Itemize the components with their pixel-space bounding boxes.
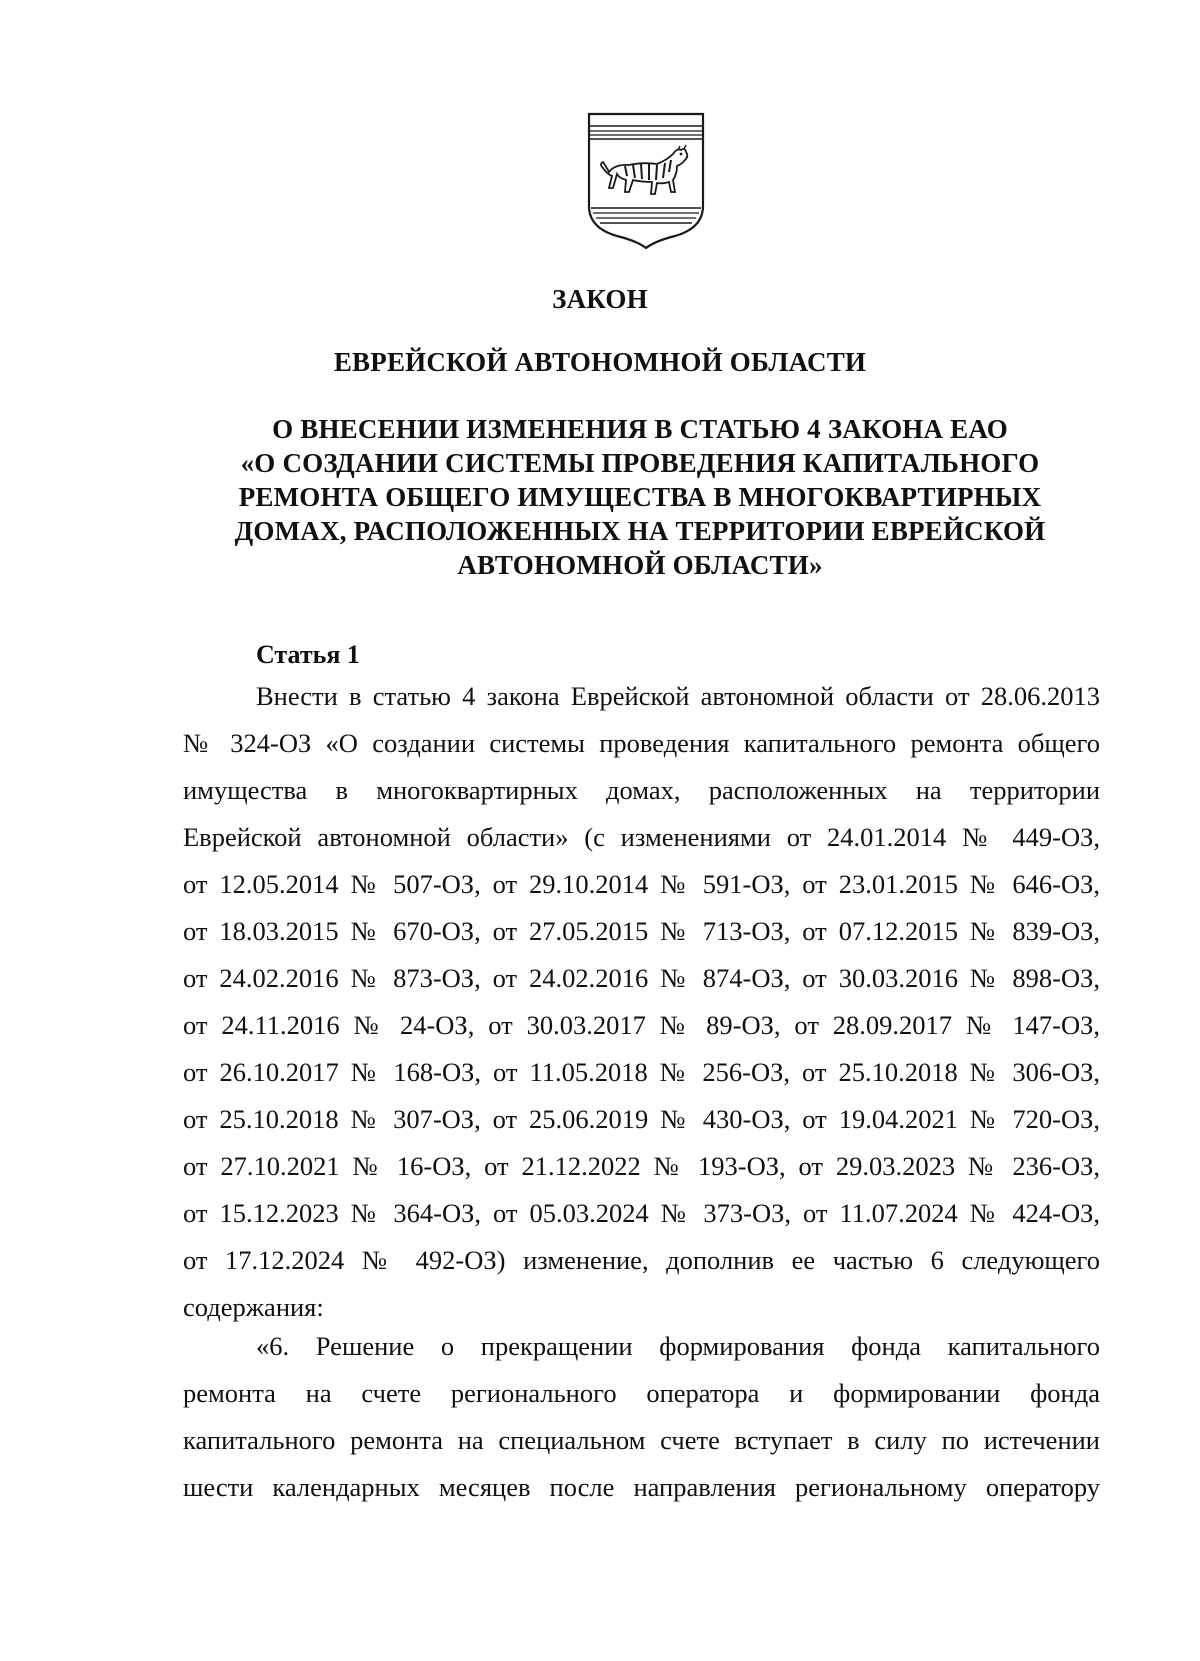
paragraph-line: шести календарных месяцев после направления региональному оператору <box>183 1472 1100 1502</box>
paragraph-line: от 17.12.2024 № 492-ОЗ) изменение, дополнив ее частью 6 следующего <box>183 1245 1100 1275</box>
paragraph-line: от 15.12.2023 № 364-ОЗ, от 05.03.2024 № 373-ОЗ, от 11.07.2024 № 424-ОЗ, <box>183 1198 1100 1228</box>
paragraph-line: от 18.03.2015 № 670-ОЗ, от 27.05.2015 № 713-ОЗ, от 07.12.2015 № 839-ОЗ, <box>183 916 1100 946</box>
article-paragraph-1 <box>183 673 1100 1331</box>
paragraph-line: капитального ремонта на специальном счете вступает в силу по истечении <box>183 1425 1100 1455</box>
paragraph-line: от 27.10.2021 № 16-ОЗ, от 21.12.2022 № 193-ОЗ, от 29.03.2023 № 236-ОЗ, <box>183 1151 1100 1181</box>
law-title-line: АВТОНОМНОЙ ОБЛАСТИ» <box>457 550 823 580</box>
article-paragraph-2 <box>183 1323 1100 1511</box>
paragraph-line: Внести в статью 4 закона Еврейской автономной области от 28.06.2013 <box>256 681 1100 711</box>
region-heading: ЕВРЕЙСКОЙ АВТОНОМНОЙ ОБЛАСТИ <box>333 347 867 377</box>
paragraph-line: от 24.11.2016 № 24-ОЗ, от 30.03.2017 № 89-ОЗ, от 28.09.2017 № 147-ОЗ, <box>183 1010 1100 1040</box>
paragraph-line: № 324-ОЗ «О создании системы проведения капитального ремонта общего <box>183 728 1100 758</box>
law-title-line: О ВНЕСЕНИИ ИЗМЕНЕНИЯ В СТАТЬЮ 4 ЗАКОНА ЕАО <box>272 414 1008 444</box>
paragraph-line: ремонта на счете регионального оператора и формировании фонда <box>183 1378 1100 1408</box>
paragraph-line: от 24.02.2016 № 873-ОЗ, от 24.02.2016 № 874-ОЗ, от 30.03.2016 № 898-ОЗ, <box>183 963 1100 993</box>
paragraph-line: «6. Решение о прекращении формирования фонда капитального <box>256 1331 1100 1361</box>
article-title: Статья 1 <box>256 640 360 669</box>
law-title-line: «О СОЗДАНИИ СИСТЕМЫ ПРОВЕДЕНИЯ КАПИТАЛЬНОГО <box>240 448 1040 478</box>
paragraph-line: от 26.10.2017 № 168-ОЗ, от 11.05.2018 № 256-ОЗ, от 25.10.2018 № 306-ОЗ, <box>183 1057 1100 1087</box>
law-title-line: ДОМАХ, РАСПОЛОЖЕННЫХ НА ТЕРРИТОРИИ ЕВРЕЙСКОЙ <box>234 516 1046 546</box>
law-heading: ЗАКОН <box>552 284 648 314</box>
law-title-line: РЕМОНТА ОБЩЕГО ИМУЩЕСТВА В МНОГОКВАРТИРНЫХ <box>238 482 1042 512</box>
law-title <box>200 412 1080 582</box>
paragraph-line: от 12.05.2014 № 507-ОЗ, от 29.10.2014 № 591-ОЗ, от 23.01.2015 № 646-ОЗ, <box>183 869 1100 899</box>
paragraph-line: Еврейской автономной области» (с изменениями от 24.01.2014 № 449-ОЗ, <box>183 822 1100 852</box>
coat-of-arms-icon <box>585 110 707 250</box>
paragraph-line: от 25.10.2018 № 307-ОЗ, от 25.06.2019 № 430-ОЗ, от 19.04.2021 № 720-ОЗ, <box>183 1104 1100 1134</box>
paragraph-line: содержания: <box>183 1292 324 1322</box>
paragraph-line: имущества в многоквартирных домах, расположенных на территории <box>183 775 1100 805</box>
